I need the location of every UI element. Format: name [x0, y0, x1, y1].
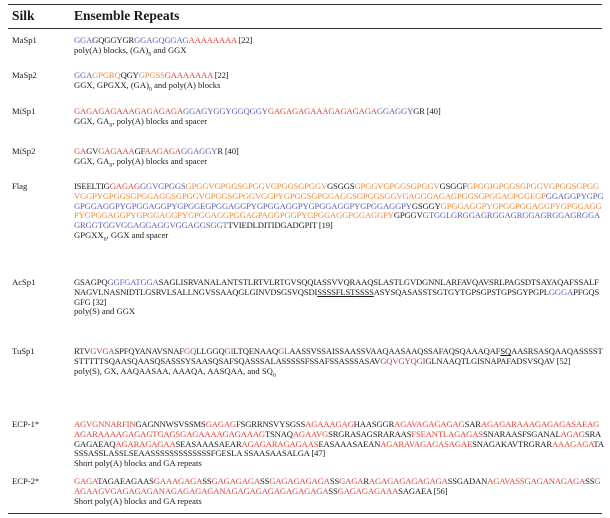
sequence-segment: SSAASAASALGA [47]: [241, 448, 326, 459]
sequence-segment: GGGA: [548, 286, 574, 297]
sequence-segment: ARAGAGAAS: [265, 438, 319, 449]
description-subscript: n: [109, 122, 113, 129]
repeat-description: [74, 157, 604, 167]
description-text: Short poly(A) blocks and GA repeats: [74, 495, 202, 506]
sequence-segment: GPGGVGPGGSGPGGV: [354, 181, 440, 191]
repeat-description: [74, 46, 604, 56]
ensemble-repeat-cell: [74, 147, 604, 167]
sequence: [74, 347, 604, 367]
sequence-segment: GGPYGPGGSGPGGAGGSGPGGVGPGGSGPGGV: [80, 190, 262, 201]
sequence-segment: AGAG: [560, 428, 585, 439]
sequence-segment: GAGAGAGA: [211, 476, 260, 486]
sequence-segment: GLNAAQTLGISNAPAFADSVSQAV [52]: [425, 355, 571, 366]
description-text: , poly(A) blocks and spacer: [112, 155, 208, 166]
sequence-segment: GAGAG: [205, 419, 236, 429]
sequence-segment: GQGGY: [92, 35, 123, 45]
sequence-segment: GL: [278, 346, 290, 356]
sequence-segment: GAGAAA: [98, 146, 135, 156]
sequence-segment: GGA: [74, 70, 93, 80]
sequence-segment: GAGGGAGAGPGGSGPGGAGPGGEGP: [402, 190, 546, 201]
sequence-segment: HAASGGR: [353, 419, 395, 429]
description-text: GGX, GA: [74, 155, 110, 166]
sequence-segment: GSGGS: [327, 181, 355, 191]
sequence-segment: GGAGGY: [181, 146, 218, 156]
sequence-segment: GAGAGAGAAAGAGAGAGA: [74, 106, 184, 116]
repeat-description: [74, 497, 604, 507]
description-subscript: n: [103, 236, 107, 243]
sequence-segment: AAGAGA: [144, 146, 181, 156]
silk-name: MaSp1: [12, 35, 37, 45]
sequence-segment: GI: [416, 355, 426, 366]
repeat-description: [74, 367, 604, 377]
sequence-segment: GAGA: [74, 476, 98, 486]
sequence-segment: SRGRASAGSRARAAS: [328, 428, 412, 439]
silk-name: ECP-1*: [12, 419, 40, 429]
description-subscript: n: [109, 162, 113, 169]
sequence-segment: AGARAGAGAA: [115, 438, 176, 449]
sequence-segment: AGAGARAAAG: [480, 419, 541, 429]
description-text: , GGX and spacer: [106, 229, 169, 240]
sequence-segment: GA: [74, 146, 87, 156]
ensemble-repeat-cell: [74, 477, 604, 506]
sequence-segment: GGAGGY: [376, 106, 414, 116]
sequence-segment: QGY: [120, 70, 139, 80]
sequence-segment: GPGSS: [138, 70, 165, 80]
sequence-segment: RTV: [74, 346, 91, 356]
sequence-segment: GPGGAGGPYGPGGPGGAGGPYGPGGAGGPYGPGGAGGPYGPGGAGGPYGPGGAGGPGGAGPAGGPGGPYGPGGAGGPGGAGGPY: [74, 200, 602, 221]
description-text: poly(A) blocks, (GA): [74, 44, 149, 55]
table-top-rule: [8, 4, 602, 5]
repeat-description: [74, 81, 604, 91]
sequence-segment: AGARAVAGAGASAGAE: [380, 438, 473, 449]
sequence-segment: AASRSASQAAQASSSSTSTTTTTSQAASQAASQSASSSYSAASQSAFSQASSSALASSSSSFSSAFSSASSSASAV: [74, 346, 603, 366]
sequence-segment: SNARAASFSGANAL: [482, 428, 561, 439]
ensemble-repeat-cell: [74, 182, 604, 241]
silk-name: MaSp2: [12, 70, 37, 80]
silk-name: ECP-2*: [12, 476, 40, 486]
sequence-segment: SQ: [500, 346, 512, 356]
sequence-segment: GAAAGAGA: [153, 476, 203, 486]
sequence-segment: GSGGY: [411, 200, 441, 211]
sequence-segment: GGAGGPYGPGGPGGAGGPYGPGGAGGPYGPGGEGPGGAGGPYGPGGAGGPYGPGGAGGPYGPGGAGGPY: [74, 190, 604, 211]
sequence-segment: SSSSFLST: [317, 286, 356, 297]
sequence-segment: GPGGIGPGGSGPGGVGPGGSGPGGV: [74, 181, 600, 201]
repeat-description: [74, 117, 604, 127]
sequence: [74, 182, 604, 231]
sequence-segment: GAGAGAGAAAGAGAGAGA: [267, 106, 377, 116]
sequence-segment: GSAGPQ: [74, 277, 108, 287]
description-subscript: n: [148, 86, 152, 93]
sequence-segment: AGAAAGAG: [305, 419, 354, 429]
sequence-segment: AGAGASAE: [541, 419, 588, 429]
sequence-segment: SGAGAAAAGAGAAAG: [175, 428, 265, 439]
sequence-segment: SS: [328, 485, 338, 496]
sequence-segment: GQ: [184, 346, 197, 356]
sequence-segment: PFGQSGFG [32]: [74, 286, 600, 307]
sequence-segment: GPGRQ: [92, 70, 121, 80]
description-subscript: n: [148, 51, 152, 58]
repeat-description: [74, 459, 604, 469]
sequence-segment: ISEELTIG: [74, 181, 110, 191]
sequence-segment: AGAGARAAAAGAGAGTGAG: [74, 419, 600, 439]
sequence-segment: GGAGYGGYGGQGGY: [183, 106, 268, 116]
sequence-segment: TAGAEAGAAS: [97, 476, 154, 486]
description-text: GPGXX: [74, 229, 104, 240]
sequence-segment: ASYSQASASSTSGTGYTGPSGPSTGPSGYPGPL: [373, 286, 549, 297]
header-rule: [8, 28, 602, 29]
silk-name: TuSp1: [12, 346, 35, 356]
sequence-segment: GR [40]: [413, 106, 441, 116]
sequence-segment: GAGAGAGAAA: [337, 485, 399, 496]
sequence-segment: GR: [122, 35, 135, 45]
sequence-segment: GGTGGVGGAGGAGGVGGAGGSGGT: [85, 220, 228, 231]
repeat-description: [74, 307, 604, 317]
description-text: GGX, GPGXX, (GA): [74, 79, 149, 90]
sequence-segment: GF: [134, 146, 145, 156]
sequence-segment: GGPYGPGGSGPGGAGGSGPGGSGGV: [261, 190, 403, 201]
ensemble-repeat-cell: [74, 36, 604, 56]
sequence-segment: SS: [585, 476, 595, 486]
sequence-segment: SS: [202, 476, 212, 486]
sequence-segment: AGAGAGAGAGAGA: [368, 476, 448, 486]
sequence-segment: SSGAGANAGAGA: [515, 476, 586, 486]
sequence-segment: SPFQYANAVSNAF: [114, 346, 185, 356]
silk-name: MiSp1: [12, 106, 36, 116]
ensemble-repeat-cell: [74, 71, 604, 91]
sequence-segment: GSGGF: [439, 181, 468, 191]
description-text: , poly(A) blocks and spacer: [112, 115, 208, 126]
sequence-segment: GQVGYQ: [380, 355, 417, 366]
sequence-segment: TASSSASSLASSLSEAASSSSSSSSSSSSSFGESLA: [74, 438, 604, 459]
sequence-segment: [22]: [212, 70, 229, 80]
sequence: [74, 420, 604, 459]
sequence-segment: TSNAQ: [264, 428, 293, 439]
sequence-segment: NAGAGAGAGAGAGAGAGA: [219, 485, 329, 496]
sequence-segment: FSEANTLAGAGAS: [411, 428, 483, 439]
sequence-segment: AAAAAAAA: [188, 35, 237, 45]
table-bottom-rule: [8, 513, 602, 514]
sequence-segment: SNAGAKAVTRGRAR: [472, 438, 552, 449]
header-silk: Silk: [12, 8, 35, 23]
sequence-segment: GAGAGAGAGA: [269, 476, 330, 486]
sequence-segment: SAGAEA [56]: [398, 485, 448, 496]
sequence-segment: GAGAGAGA: [110, 485, 159, 496]
description-text: GGX, GA: [74, 115, 110, 126]
description-text: poly(S), GX, AAQAASAA, AAAQA, AASQAA, and SQ: [74, 365, 273, 376]
ensemble-repeat-cell: [74, 346, 604, 379]
sequence: [74, 477, 604, 497]
sequence-segment: GV: [86, 146, 99, 156]
description-text: poly(S) and GGX: [74, 306, 136, 317]
description-subscript: n: [272, 372, 276, 379]
silk-name: AcSp1: [12, 277, 36, 287]
silk-name: Flag: [12, 181, 28, 191]
sequence-segment: GGFGATGGA: [107, 277, 159, 287]
sequence-segment: SAR: [464, 419, 481, 429]
ensemble-repeat-cell: [74, 107, 604, 127]
sequence-segment: AGAG: [241, 438, 266, 449]
sequence-segment: SS: [329, 476, 340, 486]
sequence-segment: GGA: [74, 35, 93, 45]
sequence-segment: AASSVSSAISSAASSVAAQAASAAQSSAFAQSQAAAQAF: [289, 346, 501, 356]
sequence-segment: LTQENAAQ: [233, 346, 279, 356]
sequence-segment: GTGGLGRGGAGRGGAGRGGAGRGGAGRGGAGR: [74, 210, 601, 231]
sequence-segment: GAAAAAAA: [164, 70, 213, 80]
description-text: and GGX: [151, 44, 187, 55]
repeat-description: [74, 231, 604, 241]
sequence-segment: NAGAGAGAGA: [158, 485, 220, 496]
header-ensemble-repeats: Ensemble Repeats: [74, 8, 180, 23]
sequence-segment: GAGAG: [109, 181, 140, 191]
sequence-segment: GAGA: [339, 476, 364, 486]
sequence-segment: GPGGV: [393, 210, 423, 221]
sequence-segment: LLGGQ: [196, 346, 225, 356]
sequence-segment: GGVGPGGS: [140, 181, 186, 191]
description-text: Short poly(A) blocks and GA repeats: [74, 458, 202, 469]
sequence-segment: GAGAAGV: [74, 476, 601, 496]
sequence-segment: FSGRRNSVYSGSS: [235, 419, 306, 429]
sequence-segment: SEASAAASAEAR: [175, 438, 242, 449]
sequence-segment: GVGA: [90, 346, 115, 356]
sequence-segment: GAGNNWSVSSMS: [135, 419, 206, 429]
sequence-segment: SSGADAN: [447, 476, 488, 486]
ensemble-repeat-cell: [74, 420, 604, 469]
description-text: and poly(A) blocks: [151, 79, 221, 90]
sequence-segment: TVIEDLDITIDGADGPIT [19]: [227, 220, 333, 231]
sequence-segment: SS: [260, 476, 270, 486]
sequence: [74, 278, 604, 307]
sequence-segment: SSSS: [355, 286, 374, 297]
sequence-segment: R: [363, 476, 369, 486]
ensemble-repeat-cell: [74, 278, 604, 317]
sequence-segment: AGAVA: [487, 476, 516, 486]
sequence-segment: GPGGVGPGGSGPGGVGPGGSGPGGV: [185, 181, 328, 191]
sequence-segment: AGAVAGAGAGAG: [394, 419, 465, 429]
sequence-segment: R [40]: [217, 146, 239, 156]
sequence-segment: SRAGAGAEAQ: [74, 428, 602, 449]
sequence-segment: AAAGAGA: [551, 438, 594, 449]
sequence-segment: GGAGQGGAG: [134, 35, 189, 45]
sequence-segment: GI: [224, 346, 234, 356]
sequence-segment: AGVGNNARFIN: [74, 419, 136, 429]
sequence-segment: SAGLISRVANALANTSTLRTVLRTGVSQQIASSVVQRAAQSLASTLGVDGNNLARFAVQAVSRLPAGSDTSAYAQAFSSALFNAGVLNASNIDTLGSRVLSALLNGVSSAAQGLGINVDSGSVQSDI: [74, 277, 599, 297]
sequence-segment: [22]: [236, 35, 253, 45]
sequence-segment: AGAAVG: [292, 428, 329, 439]
silk-name: MiSp2: [12, 146, 36, 156]
sequence-segment: EASAAASAEAN: [318, 438, 381, 449]
